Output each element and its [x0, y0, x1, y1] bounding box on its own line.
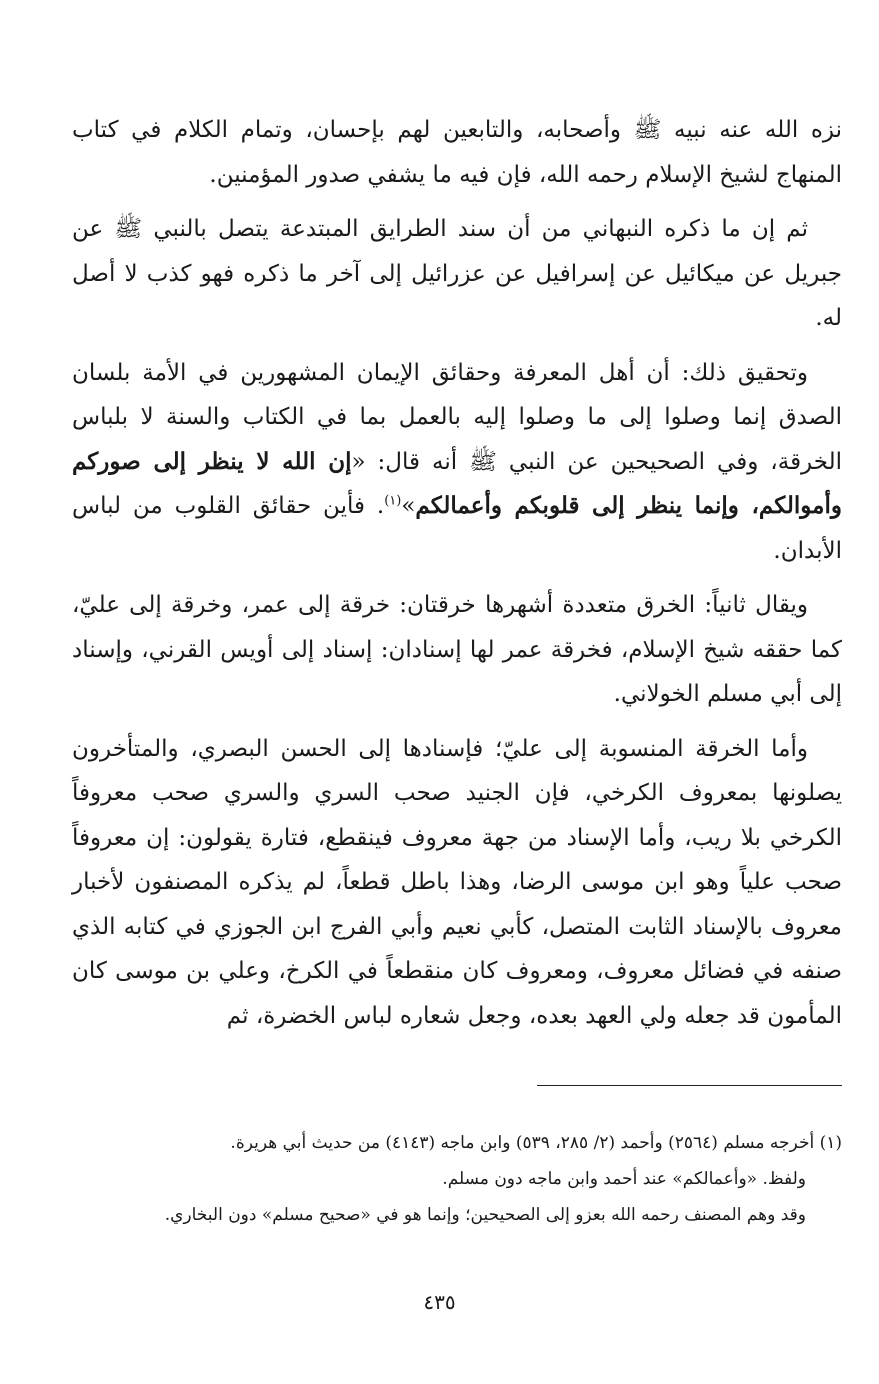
footnotes: [72, 1128, 842, 1236]
footnote-ref-1: (١): [384, 493, 402, 509]
footnote-1-line-2: ولفظ. «وأعمالكم» عند أحمد وابن ماجه دون مسلم.: [442, 1169, 806, 1189]
paragraph-3-tail: . فأين حقائق القلوب من لباس الأبدان.: [72, 493, 842, 564]
main-text: [72, 108, 842, 1038]
paragraph-3-intro: وتحقيق ذلك: أن أهل المعرفة وحقائق الإيمان المشهورين في الأمة بلسان الصدق إنما وصلوا إلى ما وصلوا إليه بالعمل بما في الكتاب والسنة لا بلباس الخرقة، وفي الصحيحين عن النبي ﷺ أنه قال: «: [72, 359, 842, 475]
hadith-quote: إن الله لا ينظر إلى صوركم وأموالكم، وإنما ينظر إلى قلوبكم وأعمالكم: [72, 447, 842, 519]
footnote-divider: [537, 1085, 842, 1086]
footnote-1: (١) أخرجه مسلم (٢٥٦٤) وأحمد (٢/ ٢٨٥، ٥٣٩) وابن ماجه (٤١٤٣) من حديث أبي هريرة.: [230, 1133, 842, 1153]
paragraph-3: [72, 351, 842, 574]
paragraph-5: وأما الخرقة المنسوبة إلى عليّ؛ فإسنادها إلى الحسن البصري، والمتأخرون يصلونها بمعروف الكرخي، فإن الجنيد صحب السري والسري صحب معروفاً الكرخي بلا ريب، وأما الإسناد من جهة معروف فينقطع، فتارة يقولون: إن معروفاً صحب علياً وهو ابن موسى الرضا، وهذا باطل قطعاً، لم يذكره المصنفون لأخبار معروف بالإسناد الثابت المتصل، كأبي نعيم وأبي الفرج ابن الجوزي في كتابه الذي صنفه في فضائل معروف، ومعروف كان منقطعاً في الكرخ، وعلي بن موسى كان المأمون قد جعله ولي العهد بعده، وجعل شعاره لباس الخضرة، ثم: [72, 735, 842, 1029]
footnote-1-line-3: وقد وهم المصنف رحمه الله بعزو إلى الصحيحين؛ وإنما هو في «صحيح مسلم» دون البخاري.: [164, 1205, 806, 1225]
page-number: ٤٣٥: [423, 1290, 456, 1314]
quote-close: »: [401, 493, 416, 519]
paragraph-2: ثم إن ما ذكره النبهاني من أن سند الطرايق المبتدعة يتصل بالنبي ﷺ عن جبريل عن ميكائيل عن إسرافيل عن عزرائيل إلى آخر ما ذكره فهو كذب لا أصل له.: [72, 216, 842, 331]
paragraph-4: ويقال ثانياً: الخرق متعددة أشهرها خرقتان: خرقة إلى عمر، وخرقة إلى عليّ، كما حققه شيخ الإسلام، فخرقة عمر لها إسنادان: إسناد إلى أويس القرني، وإسناد إلى أبي مسلم الخولاني.: [72, 592, 842, 707]
page-body: [72, 108, 842, 1048]
paragraph-1: نزه الله عنه نبيه ﷺ وأصحابه، والتابعين لهم بإحسان، وتمام الكلام في كتاب المنهاج لشيخ الإسلام رحمه الله، فإن فيه ما يشفي صدور المؤمنين.: [72, 117, 842, 188]
